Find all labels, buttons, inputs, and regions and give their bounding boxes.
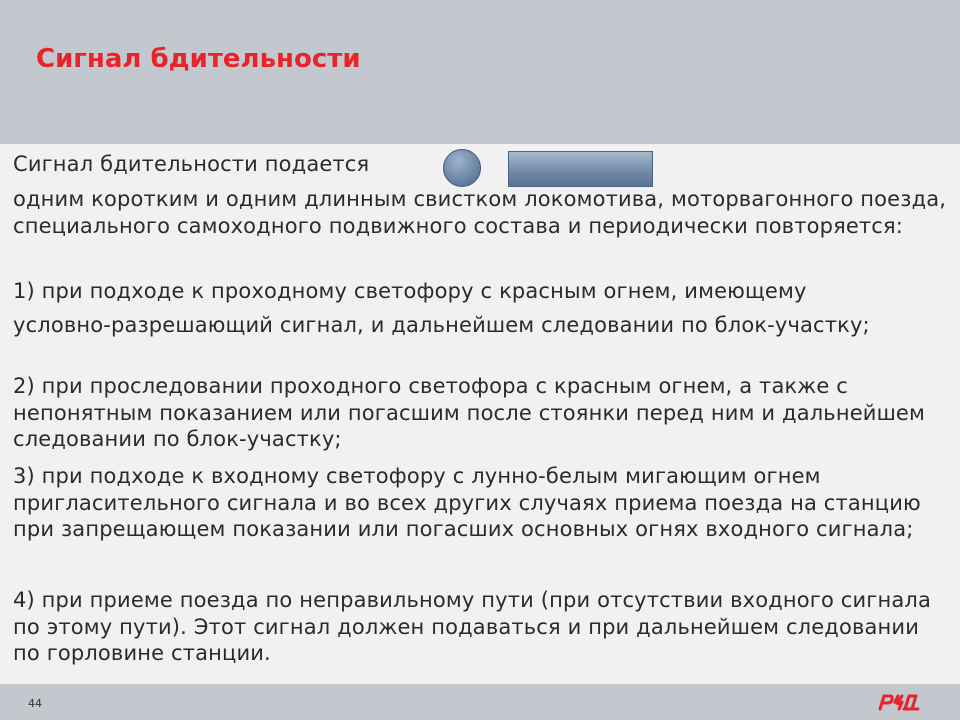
slide-title: Сигнал бдительности	[36, 44, 361, 74]
long-whistle-symbol	[508, 151, 653, 187]
short-whistle-symbol	[443, 149, 481, 187]
paragraph-case-2: 2) при проследовании проходного светофора с красным огнем, а также с непонятным показанием или погасшим после стоянки перед ним и дальнейшем следовании по блок-участку;	[13, 374, 925, 451]
paragraph-description: одним коротким и одним длинным свистком локомотива, моторвагонного поезда, специального самоходного подвижного состава и периодически повторяется:	[13, 187, 947, 238]
page-number: 44	[28, 697, 42, 710]
paragraph-case-1: 1) при подходе к проходному светофору с красным огнем, имеющему	[13, 279, 807, 303]
rzd-logo-icon	[876, 691, 922, 713]
paragraph-case-1-cont: условно-разрешающий сигнал, и дальнейшем следовании по блок-участку;	[13, 313, 870, 337]
paragraph-intro: Сигнал бдительности подается	[13, 152, 370, 176]
footer-bar	[0, 684, 960, 720]
paragraph-case-3: 3) при подходе к входному светофору с лунно-белым мигающим огнем пригласительного сигнала и во всех других случаях приема поезда на станцию при запрещающем показании или погасших основных огнях входного сигнала;	[13, 464, 921, 541]
paragraph-case-4: 4) при приеме поезда по неправильному пути (при отсутствии входного сигнала по этому пути). Этот сигнал должен подаваться и при дальнейшем следовании по горловине станции.	[13, 588, 931, 665]
